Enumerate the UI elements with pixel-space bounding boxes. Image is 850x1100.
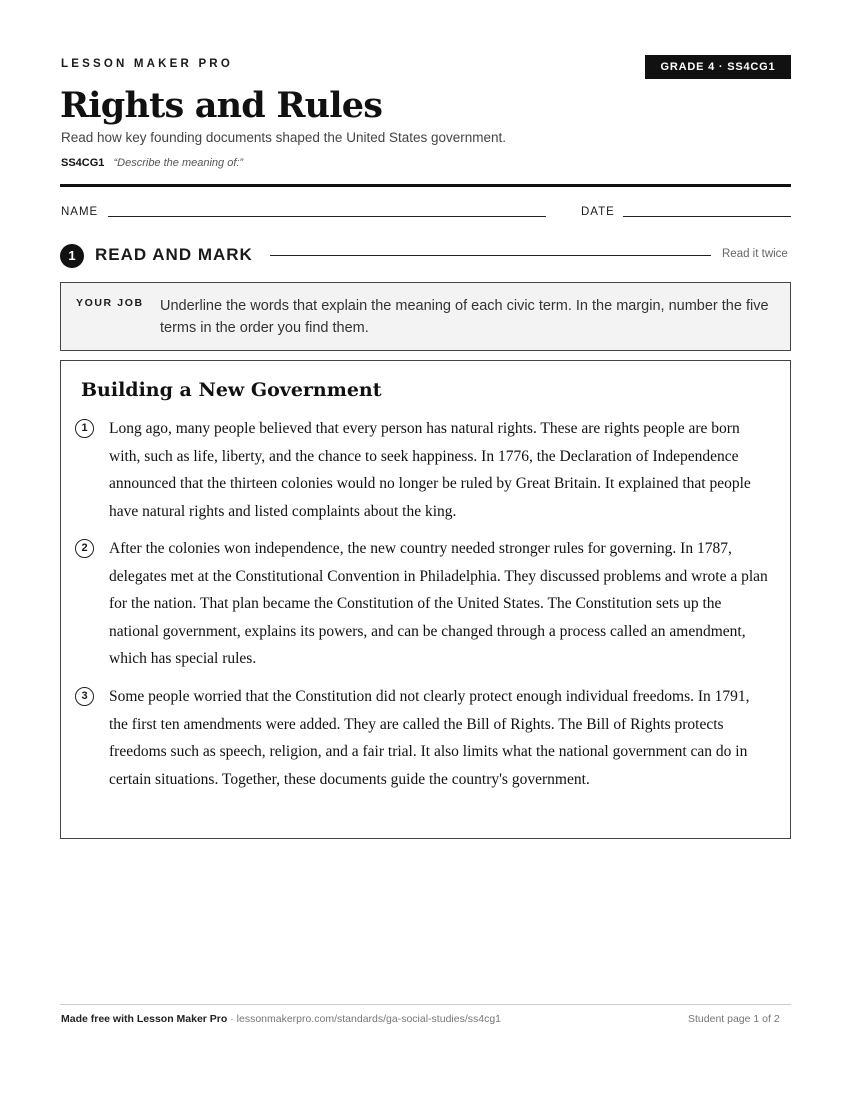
paragraph-text: Some people worried that the Constitution did not clearly protect enough individual freedoms. In 1791, the first ten amendments were added. They are called the Bill of Rights. The Bill of Rights protects freedoms such as speech, religion, and a fair trial. It also limits what the national government can do in certain situations. Together, these documents guide the country's government.	[109, 688, 750, 788]
paragraph-text: After the colonies won independence, the new country needed stronger rules for governing. In 1787, delegates met at the Constitutional Convention in Philadelphia. They discussed problems and wrote a plan for the nation. That plan became the Constitution of the United States. The Constitution sets up the national government, explains its powers, and can be changed through a process called an amendment, which has special rules.	[109, 540, 768, 667]
standard-reference	[61, 157, 243, 169]
section-hint: Read it twice	[722, 248, 788, 260]
footer-made-with: Made free with Lesson Maker Pro	[61, 1013, 228, 1025]
paragraph-text: Long ago, many people believed that every person has natural rights. These are rights people are born with, such as life, liberty, and the chance to seek happiness. In 1776, the Declaration of Independence announced that the thirteen colonies would no longer be ruled by Great Britain. It explained that people have natural rights and listed complaints about the king.	[109, 420, 751, 520]
footer-credit	[61, 1013, 501, 1025]
paragraph-number: 3	[75, 687, 94, 706]
paragraph-number: 1	[75, 419, 94, 438]
page-title: Rights and Rules	[60, 85, 383, 126]
footer-divider	[60, 1004, 791, 1005]
footer-url[interactable]: · lessonmakerpro.com/standards/ga-social-studies/ss4cg1	[227, 1013, 502, 1025]
section-number-badge: 1	[60, 244, 84, 268]
page-subtitle: Read how key founding documents shaped the United States government.	[61, 130, 507, 145]
grade-badge: GRADE 4 · SS4CG1	[645, 55, 791, 79]
paragraph-number: 2	[75, 539, 94, 558]
section-title: READ AND MARK	[95, 245, 253, 264]
date-label: DATE	[581, 206, 615, 218]
footer-page-number: Student page 1 of 2	[688, 1013, 780, 1025]
name-field-line[interactable]	[108, 216, 546, 217]
name-label: NAME	[61, 206, 99, 218]
instructions-box	[60, 282, 791, 351]
instructions-text: Underline the words that explain the meaning of each civic term. In the margin, number the five terms in the order you find them.	[160, 298, 769, 336]
reading-passage	[60, 360, 791, 839]
section-divider	[270, 255, 711, 256]
date-field-line[interactable]	[623, 216, 791, 217]
brand-name: LESSON MAKER PRO	[61, 58, 233, 70]
instructions-label: YOUR JOB	[76, 297, 144, 309]
header-divider	[60, 184, 791, 187]
standard-code: SS4CG1	[61, 157, 105, 169]
reading-title: Building a New Government	[81, 379, 382, 401]
standard-quote: “Describe the meaning of:”	[113, 157, 244, 169]
